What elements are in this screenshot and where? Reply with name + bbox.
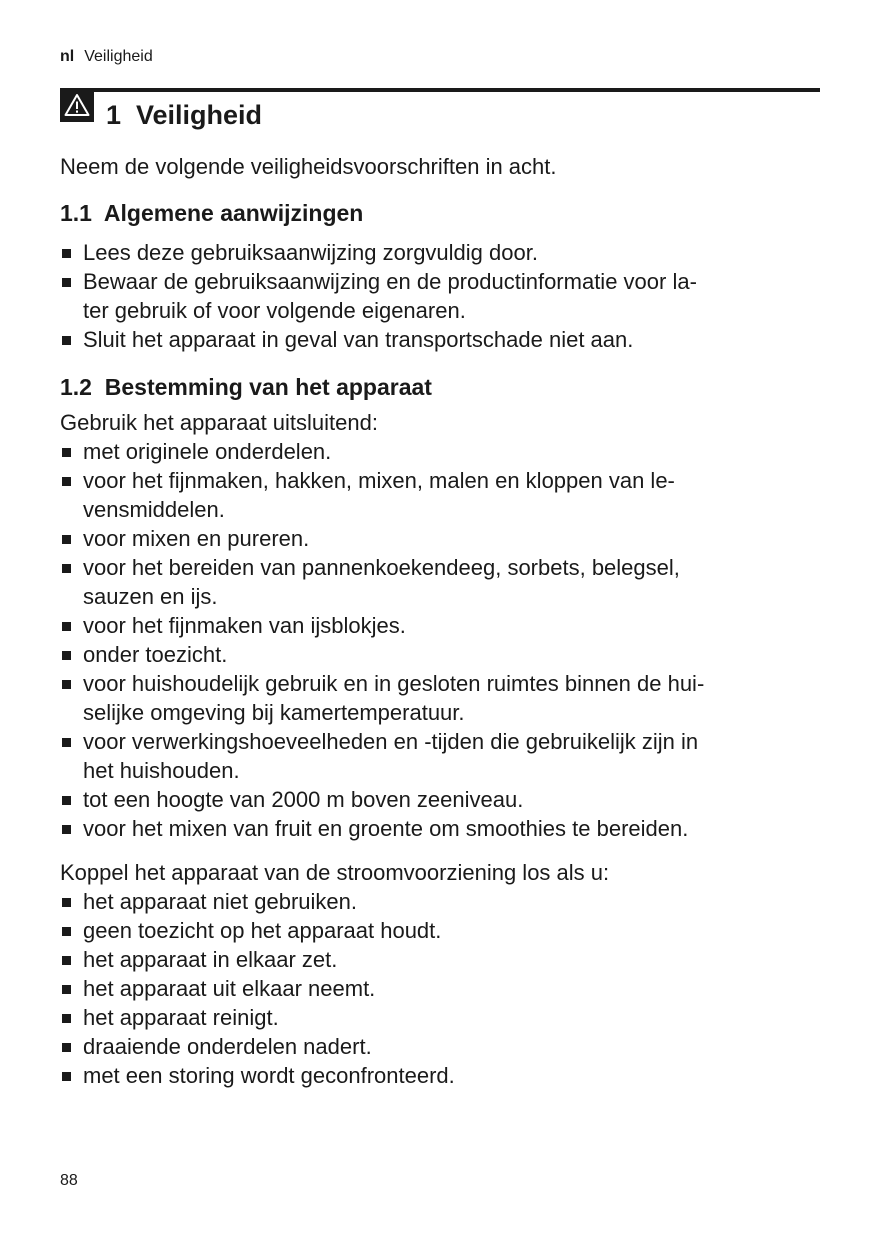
list-item <box>60 814 820 843</box>
intended-use-list <box>60 437 820 843</box>
bullet-square-icon <box>62 1014 71 1023</box>
list-item-text: met een storing wordt geconfronteerd. <box>83 1063 455 1088</box>
list-item <box>60 553 820 611</box>
page-content <box>60 152 820 1090</box>
list-item <box>60 1032 820 1061</box>
section-title-intended-use: 1.2 Bestemming van het apparaat <box>60 374 432 400</box>
list-item-text: het apparaat uit elkaar neemt. <box>83 976 376 1001</box>
list-item <box>60 640 820 669</box>
bullet-square-icon <box>62 898 71 907</box>
list-item-text: voor het mixen van fruit en groente om smoothies te bereiden. <box>83 816 689 841</box>
warning-triangle-icon <box>60 88 94 122</box>
bullet-square-icon <box>62 1072 71 1081</box>
list-item <box>60 945 820 974</box>
list-item-text: voor het fijnmaken van ijsblokjes. <box>83 613 406 638</box>
list-item-text: voor mixen en pureren. <box>83 526 310 551</box>
intro-text: Neem de volgende veiligheidsvoorschriften in acht. <box>60 154 557 179</box>
list-item <box>60 1003 820 1032</box>
bullet-square-icon <box>62 564 71 573</box>
list-item <box>60 524 820 553</box>
bullet-square-icon <box>62 278 71 287</box>
bullet-square-icon <box>62 956 71 965</box>
language-code: nl <box>60 48 75 65</box>
bullet-square-icon <box>62 651 71 660</box>
disconnect-lead: Koppel het apparaat van de stroomvoorziening los als u: <box>60 860 610 885</box>
bullet-square-icon <box>62 985 71 994</box>
bullet-square-icon <box>62 796 71 805</box>
list-item-text: voor het fijnmaken, hakken, mixen, malen en kloppen van le- vensmiddelen. <box>83 468 675 522</box>
list-item <box>60 611 820 640</box>
list-item <box>60 325 820 354</box>
list-item-text: Bewaar de gebruiksaanwijzing en de productinformatie voor la- ter gebruik of voor volgende eigenaren. <box>83 269 697 323</box>
bullet-square-icon <box>62 825 71 834</box>
list-item <box>60 466 820 524</box>
list-item-text: het apparaat reinigt. <box>83 1005 279 1030</box>
bullet-square-icon <box>62 680 71 689</box>
chapter-title: 1 Veiligheid <box>106 100 263 130</box>
bullet-square-icon <box>62 336 71 345</box>
section-title-general: 1.1 Algemene aanwijzingen <box>60 200 364 226</box>
bullet-square-icon <box>62 1043 71 1052</box>
list-item <box>60 887 820 916</box>
list-item <box>60 238 820 267</box>
list-item-text: geen toezicht op het apparaat houdt. <box>83 918 442 943</box>
list-item <box>60 437 820 466</box>
list-item-text: het apparaat niet gebruiken. <box>83 889 357 914</box>
list-item-text: Lees deze gebruiksaanwijzing zorgvuldig door. <box>83 240 538 265</box>
list-item <box>60 267 820 325</box>
list-item-text: draaiende onderdelen nadert. <box>83 1034 372 1059</box>
bullet-square-icon <box>62 535 71 544</box>
page-number: 88 <box>60 1172 78 1189</box>
chapter-rule <box>60 88 820 92</box>
bullet-square-icon <box>62 622 71 631</box>
list-item-text: voor huishoudelijk gebruik en in gesloten ruimtes binnen de hui- selijke omgeving bij kamertemperatuur. <box>83 671 705 725</box>
list-item-text: tot een hoogte van 2000 m boven zeeniveau. <box>83 787 524 812</box>
list-item-text: Sluit het apparaat in geval van transportschade niet aan. <box>83 327 634 352</box>
list-item-text: het apparaat in elkaar zet. <box>83 947 338 972</box>
bullet-square-icon <box>62 738 71 747</box>
list-item <box>60 974 820 1003</box>
bullet-square-icon <box>62 477 71 486</box>
bullet-square-icon <box>62 249 71 258</box>
bullet-square-icon <box>62 927 71 936</box>
list-item <box>60 669 820 727</box>
list-item <box>60 1061 820 1090</box>
general-list <box>60 238 820 354</box>
chapter-heading <box>60 88 820 128</box>
list-item-text: met originele onderdelen. <box>83 439 332 464</box>
disconnect-list <box>60 887 820 1090</box>
bullet-square-icon <box>62 448 71 457</box>
intended-use-lead: Gebruik het apparaat uitsluitend: <box>60 410 378 435</box>
list-item-text: voor verwerkingshoeveelheden en -tijden die gebruikelijk zijn in het huishouden. <box>83 729 699 783</box>
list-item-text: onder toezicht. <box>83 642 228 667</box>
list-item <box>60 727 820 785</box>
running-header-section: Veiligheid <box>84 48 153 65</box>
list-item-text: voor het bereiden van pannenkoekendeeg, sorbets, belegsel, sauzen en ijs. <box>83 555 680 609</box>
list-item <box>60 916 820 945</box>
list-item <box>60 785 820 814</box>
running-header <box>60 48 153 66</box>
